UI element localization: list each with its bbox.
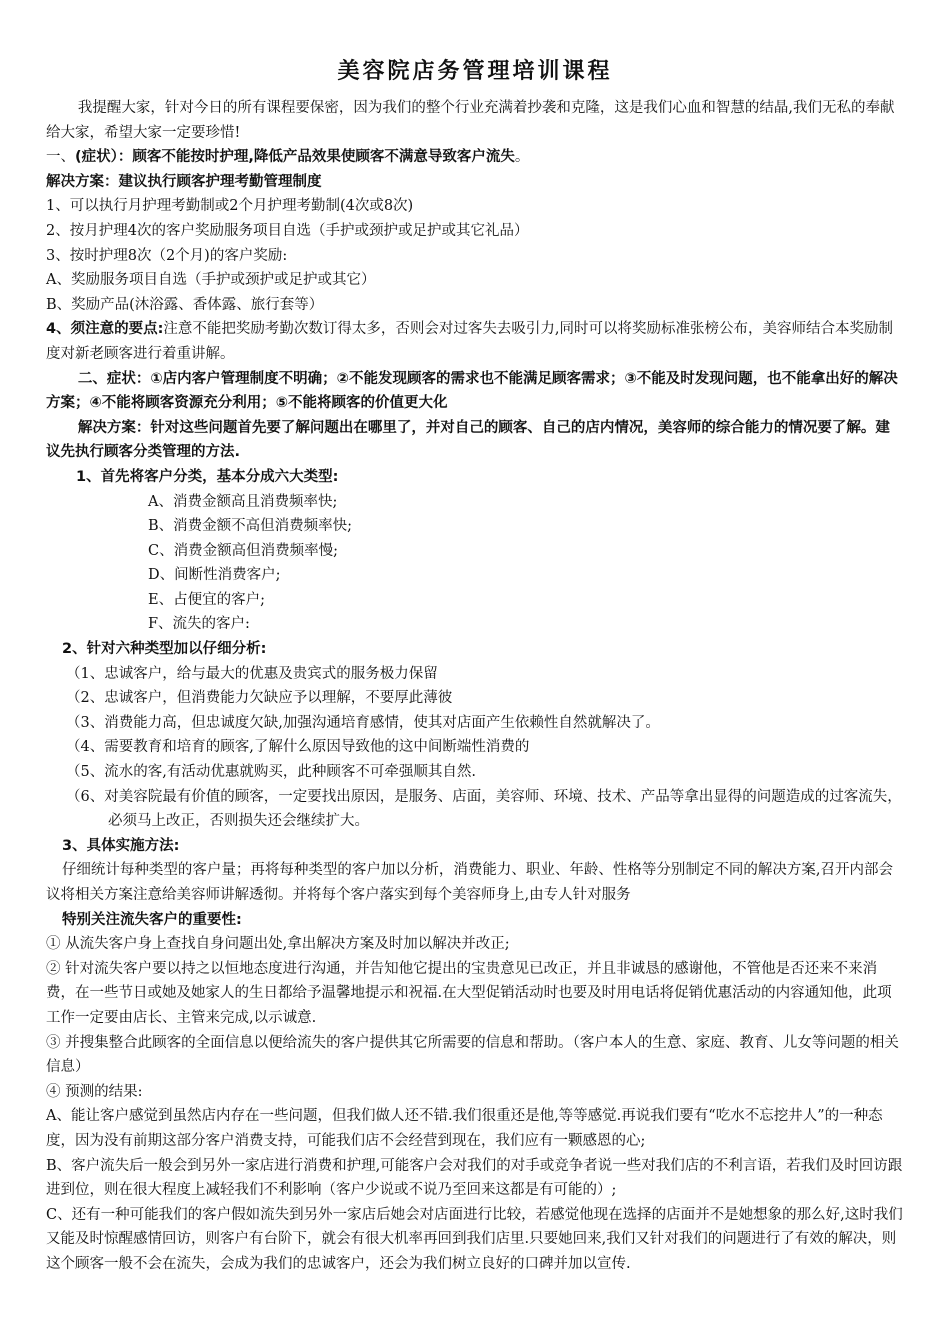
section1-item: 2、按月护理4次的客户奖励服务项目自选（手护或颈护或足护或其它礼品） bbox=[46, 222, 529, 239]
customer-type: F、流失的客户: bbox=[148, 616, 250, 633]
customer-type: B、消费金额不高但消费频率快; bbox=[148, 518, 353, 535]
analysis-item: （3、消费能力高，但忠诚度欠缺,加强沟通培育感情，使其对店面产生依赖性自然就解决了。 bbox=[66, 714, 660, 731]
section1-heading bbox=[46, 145, 904, 170]
analysis-item: （5、流水的客,有活动优惠就购买，此种顾客不可牵强顺其自然. bbox=[66, 764, 476, 781]
section2-symptom: 二、症状：①店内客户管理制度不明确；②不能发现顾客的需求也不能满足顾客需求；③不能及时发现问题，也不能拿出好的解决方案；④不能将顾客资源充分利用；⑤不能将顾客的价值更大化 bbox=[46, 370, 898, 412]
section2-solution: 解决方案：针对这些问题首先要了解问题出在哪里了，并对自己的顾客、自己的店内情况，美容师的综合能力的情况要了解。建议先执行顾客分类管理的方法. bbox=[46, 419, 890, 461]
customer-type: D、间断性消费客户; bbox=[148, 567, 281, 584]
section2-step3-text: 仔细统计每种类型的客户量；再将每种类型的客户加以分析，消费能力、职业、年龄、性格等分别制定不同的解决方案,召开内部会议将相关方案注意给美容师讲解透彻。并将每个客户落实到每个美容师身上,由专人针对服务 bbox=[46, 862, 894, 903]
section1-heading-prefix: 一、 bbox=[46, 149, 75, 166]
section1-note bbox=[46, 317, 904, 366]
special-item: ② 针对流失客户要以持之以恒地态度进行沟通，并告知他它提出的宝贵意见已改正，并且非诚恳的感谢他，不管他是否还来不来消费，在一些节日或她及她家人的生日都给予温馨地提示和祝福.在大型促销活动时也要及时用电话将促销优惠活动的内容通知他，此项工作一定要由店长、主管来完成,以示诚意. bbox=[46, 960, 892, 1026]
special-item: ④ 预测的结果: bbox=[46, 1083, 143, 1100]
customer-type: E、占便宜的客户; bbox=[148, 591, 265, 608]
section1-item: A、奖励服务项目自选（手护或颈护或足护或其它） bbox=[46, 272, 376, 289]
special-item: B、客户流失后一般会到另外一家店进行消费和护理,可能客户会对我们的对手或竞争者说一些对我们店的不利言语，若我们及时回访跟进到位，则在很大程度上减轻我们不利影响（客户少说或不说乃至回来这都是有可能的）; bbox=[46, 1157, 903, 1199]
analysis-item: （1、忠诚客户，给与最大的优惠及贵宾式的服务极力保留 bbox=[66, 665, 438, 682]
analysis-item: （6、对美容院最有价值的顾客，一定要找出原因，是服务、店面，美容师、环境、技术、产品等拿出显得的问题造成的过客流失，必须马上改正，否则损失还会继续扩大。 bbox=[66, 788, 902, 830]
section1-solution: 解决方案：建议执行顾客护理考勤管理制度 bbox=[46, 173, 322, 190]
analysis-item: （4、需要教育和培育的顾客,了解什么原因导致他的这中间断端性消费的 bbox=[66, 739, 530, 756]
customer-type: A、消费金额高且消费频率快; bbox=[148, 493, 338, 510]
document-title: 美容院店务管理培训课程 bbox=[337, 59, 613, 84]
section2-step3-heading: 3、具体实施方法: bbox=[62, 837, 180, 854]
section1-heading-suffix: 。 bbox=[514, 149, 530, 166]
special-item: ③ 并搜集整合此顾客的全面信息以便给流失的客户提供其它所需要的信息和帮助。（客户本人的生意、家庭、教育、儿女等问题的相关信息） bbox=[46, 1034, 899, 1076]
section1-item: B、奖励产品(沐浴露、香体露、旅行套等） bbox=[46, 296, 324, 313]
section1-item: 3、按时护理8次（2个月)的客户奖励: bbox=[46, 247, 288, 264]
section2-step1-heading: 1、首先将客户分类，基本分成六大类型: bbox=[76, 468, 339, 485]
section1-item: 1、可以执行月护理考勤制或2个月护理考勤制(4次或8次) bbox=[46, 198, 414, 215]
analysis-item: （2、忠诚客户，但消费能力欠缺应予以理解，不要厚此薄彼 bbox=[66, 690, 453, 707]
section2-step2-heading: 2、针对六种类型加以仔细分析: bbox=[62, 641, 267, 658]
special-heading: 特别关注流失客户的重要性: bbox=[62, 911, 242, 928]
special-item: A、能让客户感觉到虽然店内存在一些问题，但我们做人还不错.我们很重还是他,等等感觉.再说我们要有“吃水不忘挖井人”的一种态度，因为没有前期这部分客户消费支持，可能我们店不会经营到现在，我们应有一颗感恩的心; bbox=[46, 1108, 883, 1149]
section1-heading-bold: (症状）：顾客不能按时护理,降低产品效果使顾客不满意导致客户流失 bbox=[75, 149, 515, 166]
intro-paragraph: 我提醒大家，针对今日的所有课程要保密，因为我们的整个行业充满着抄袭和克隆，这是我们心血和智慧的结晶,我们无私的奉献给大家，希望大家一定要珍惜! bbox=[46, 100, 895, 141]
section1-note-text: 注意不能把奖励考勤次数订得太多，否则会对过客失去吸引力,同时可以将奖励标准张榜公布，美容师结合本奖励制度对新老顾客进行着重讲解。 bbox=[46, 321, 893, 362]
section1-note-bold: 4、须注意的要点: bbox=[46, 321, 164, 338]
special-item: C、还有一种可能我们的客户假如流失到另外一家店后她会对店面进行比较，若感觉他现在选择的店面并不是她想象的那么好,这时我们又能及时惊醒感情回访，则客户有台阶下，就会有很大机率再回到我们店里.只要她回来,我们又针对我们的问题进行了有效的解决，则这个顾客一般不会在流失，会成为我们的忠诚客户，还会为我们树立良好的口碑并加以宣传. bbox=[46, 1206, 903, 1272]
special-item: ① 从流失客户身上查找自身问题出处,拿出解决方案及时加以解决并改正; bbox=[46, 936, 510, 953]
customer-type: C、消费金额高但消费频率慢; bbox=[148, 542, 338, 559]
